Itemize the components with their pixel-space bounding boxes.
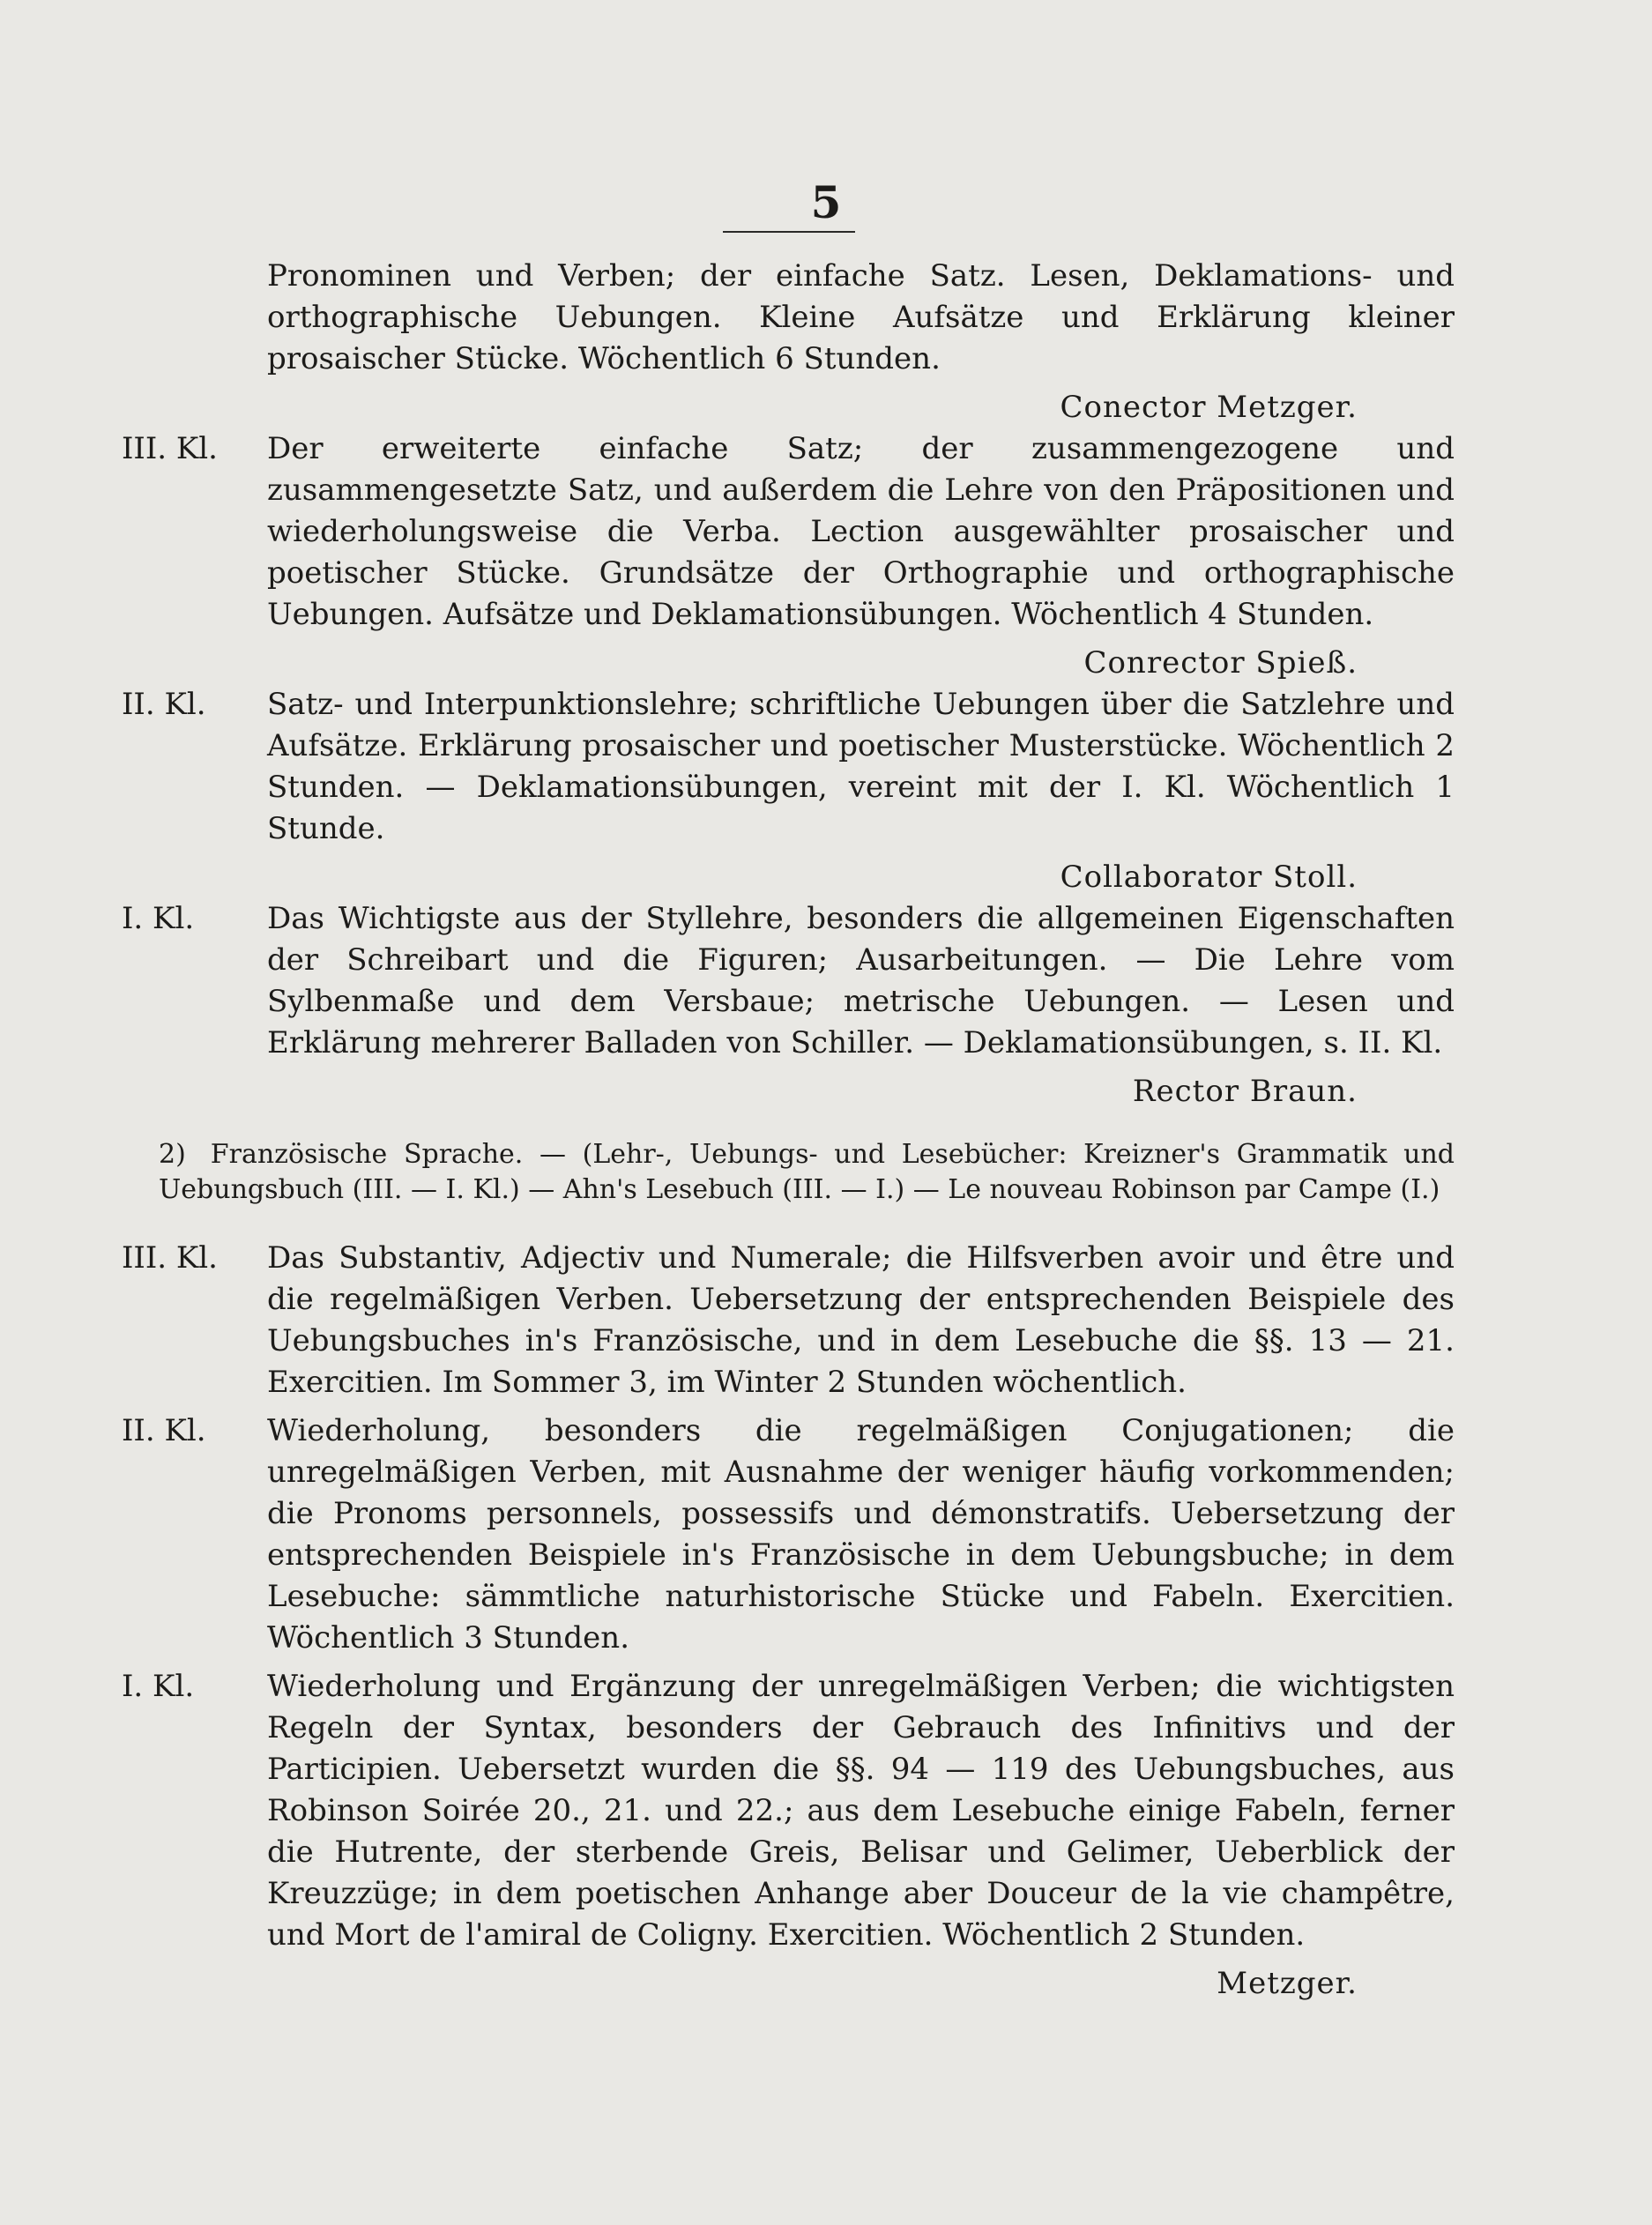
german-entry-i <box>115 898 1455 1064</box>
french-entry-iii <box>115 1238 1455 1403</box>
intro-teacher: Conector Metzger. <box>1060 390 1358 425</box>
teacher-signature: Rector Braun. <box>1132 1074 1358 1109</box>
entry-text: Wiederholung, besonders die regelmäßigen Conjugationen; die unregelmäßigen Verben, mit Ausnahme der weniger häufig vorkommenden; die Pronoms personnels, possessifs und démonstratifs. Uebersetzung der entsprechenden Beispiele in's Französische in dem Uebungsbuche; in dem Lesebuche: sämmtliche naturhistorische Stücke und Fabeln. Exercitien. Wöchentlich 3 Stunden. <box>267 1413 1455 1656</box>
section-text: Französische Sprache. — (Lehr-, Uebungs- und Lesebücher: Kreizner's Grammatik und Uebungsbuch (III. — I. Kl.) — Ahn's Lesebuch (III. — I.) — Le nouveau Robinson par Campe (I.) <box>159 1139 1455 1205</box>
entry-text: Das Substantiv, Adjectiv und Numerale; die Hilfsverben avoir und être und die regelmäßigen Verben. Uebersetzung der entsprechenden Beispiele des Uebungsbuches in's Französische, und in dem Lesebuche die §§. 13 — 21. Exercitien. Im Sommer 3, im Winter 2 Stunden wöchentlich. <box>267 1240 1455 1400</box>
german-entry-iii <box>115 428 1455 636</box>
class-label: III. Kl. <box>122 1240 218 1276</box>
page-body <box>115 256 1455 2005</box>
class-label: II. Kl. <box>122 1413 206 1448</box>
entry-text: Satz- und Interpunktionslehre; schriftliche Uebungen über die Satzlehre und Aufsätze. Erklärung prosaischer und poetischer Musterstücke. Wöchentlich 2 Stunden. — Deklamationsübungen, vereint mit der I. Kl. Wöchentlich 1 Stunde. <box>267 687 1455 846</box>
header-rule <box>723 231 855 233</box>
class-label: I. Kl. <box>122 1669 195 1704</box>
intro-paragraph <box>115 256 1455 380</box>
french-entry-i <box>115 1666 1455 1956</box>
class-label: II. Kl. <box>122 687 206 722</box>
french-section-heading <box>159 1137 1455 1208</box>
intro-text: Pronominen und Verben; der einfache Satz. Lesen, Deklamations- und orthographische Uebungen. Kleine Aufsätze und Erklärung kleiner prosaischer Stücke. Wöchentlich 6 Stunden. <box>267 258 1455 376</box>
teacher-signature: Conrector Spieß. <box>1083 645 1358 681</box>
entry-text: Der erweiterte einfache Satz; der zusammengezogene und zusammengesetzte Satz, und außerdem die Lehre von den Präpositionen und wiederholungsweise die Verba. Lection ausgewählter prosaischer und poetischer Stücke. Grundsätze der Orthographie und orthographische Uebungen. Aufsätze und Deklamationsübungen. Wöchentlich 4 Stunden. <box>267 431 1455 632</box>
section-number: 2) <box>159 1139 186 1170</box>
entry-text: Das Wichtigste aus der Styllehre, besonders die allgemeinen Eigenschaften der Schreibart und die Figuren; Ausarbeitungen. — Die Lehre vom Sylbenmaße und dem Versbaue; metrische Uebungen. — Lesen und Erklärung mehrerer Balladen von Schiller. — Deklamationsübungen, s. II. Kl. <box>267 901 1455 1060</box>
teacher-signature: Collaborator Stoll. <box>1060 859 1358 895</box>
german-entry-ii <box>115 684 1455 850</box>
class-label: III. Kl. <box>122 431 218 466</box>
teacher-signature: Metzger. <box>1217 1966 1358 2001</box>
class-label: I. Kl. <box>122 901 195 936</box>
page-number: 5 <box>810 176 842 228</box>
french-entry-ii <box>115 1410 1455 1659</box>
entry-text: Wiederholung und Ergänzung der unregelmäßigen Verben; die wichtigsten Regeln der Syntax, besonders der Gebrauch des Infinitivs und der Participien. Uebersetzt wurden die §§. 94 — 119 des Uebungsbuches, aus Robinson Soirée 20., 21. und 22.; aus dem Lesebuche einige Fabeln, ferner die Hutrente, der sterbende Greis, Belisar und Gelimer, Ueberblick der Kreuzzüge; in dem poetischen Anhange aber Douceur de la vie champêtre, und Mort de l'amiral de Coligny. Exercitien. Wöchentlich 2 Stunden. <box>267 1669 1455 1953</box>
